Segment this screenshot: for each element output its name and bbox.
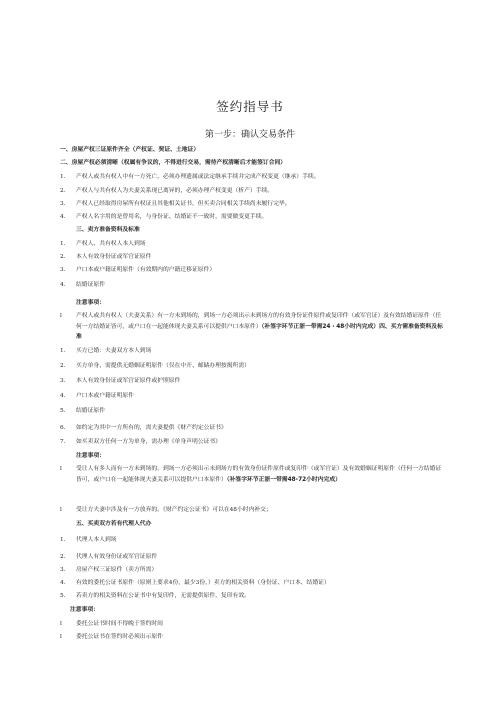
note-body: 受让人有多人而有一方未到场的，到场一方必须出示未到场方的有效身份证件原件或复印件（或军官证）及有效婚姻证明原件（任何一方结婚证皆可，或户口在一起能体现夫妻关系可以提供户口本原件） xyxy=(76,466,442,483)
item-number: 1. xyxy=(60,241,66,247)
section-heading-2: 二、房屋产权必须清晰（权属有争议的，不得进行交易，需待产权清晰后才能签订合同） xyxy=(60,160,287,166)
item-number: 3. xyxy=(60,567,66,573)
item-text: 房屋产权三证原件（卖方所需） xyxy=(76,567,158,573)
notes-label: 注意事项： xyxy=(70,607,99,613)
item-number: 2. xyxy=(60,363,66,369)
bullet: l xyxy=(60,466,62,472)
item-text: 产权人或共有权人中有一方死亡，必须办理遗属或法定继承手续并完成产权变更（继承）手续。 xyxy=(76,174,320,180)
notes-label: 注意事项： xyxy=(76,300,105,306)
section-heading-5: 五、买卖双方若有代理人代办 xyxy=(76,521,152,527)
bullet: l xyxy=(60,507,62,513)
item-text: 代理人有效身份证或军官证原件 xyxy=(76,554,158,560)
item-number: 3. xyxy=(60,378,66,384)
note-body: 产权人或共有权人（夫妻关系）有一方未到场的，到场一方必须出示未到场方的有效身份证件原件或复印件（或军官证）及有效结婚证原件（任何一方结婚证皆可，或户口在一起能体现夫妻关系可以提供户口本原件） xyxy=(76,313,442,330)
item-number: 2. xyxy=(60,188,66,194)
item-number: 4. xyxy=(60,214,66,220)
bullet: l xyxy=(60,313,62,319)
step-heading: 第一步：确认交易条件 xyxy=(204,130,295,140)
note-emphasis: （补签字环节正浙一带需24・48小时内完成）四、买方需准备资料及标准 xyxy=(76,323,443,340)
notes-label: 注意事项： xyxy=(76,453,105,459)
item-text: 如约定为其中一方所有的，需夫妻提供《财产约定公证书》 xyxy=(76,425,227,431)
note-text xyxy=(76,311,445,343)
item-text: 户口本或户籍证明原件（有效期内的户籍迁移证原件） xyxy=(76,267,216,273)
item-text: 委托公证书时间不得晚于签约时间 xyxy=(76,621,163,627)
item-number: 4. xyxy=(60,282,66,288)
item-text: 结婚证原件 xyxy=(76,282,105,288)
note-text xyxy=(76,464,445,485)
section-heading-3: 三、卖方准备资料及标准 xyxy=(76,227,140,233)
note-emphasis: （补签字环节正浙一带需48-72小时内完成） xyxy=(226,476,341,483)
item-text: 产权人、共有权人本人到场 xyxy=(76,241,146,247)
item-text: 代理人本人到场 xyxy=(76,537,117,543)
item-number: 1. xyxy=(60,174,66,180)
item-text: 买方单身，需提供无婚姻证明原件（仅在中开、邮储办理按揭所需） xyxy=(76,363,250,369)
item-text: 有效的委托公证书原件（原则上要求4份，最少3份，）卖方的相关资料（身份证、户口本、结婚证） xyxy=(76,580,330,586)
item-number: 1. xyxy=(60,348,66,354)
item-text: 产权人已经取得房屋所有权证且其他相关证书，但买卖合同相关手续尚未履行完毕。 xyxy=(76,201,291,207)
item-text: 户口本或户籍证明原件 xyxy=(76,393,134,399)
item-number: 3. xyxy=(60,267,66,273)
item-number: 7. xyxy=(60,439,66,445)
item-number: 5. xyxy=(60,408,66,414)
item-text: 买方已婚：夫妻双方本人到场 xyxy=(76,348,152,354)
note-text: 受让方夫妻中涉及有一方放弃的，《财产约定公证书》可以在48小时内补交； xyxy=(76,507,272,513)
item-number: 3. xyxy=(60,201,66,207)
item-text: 本人有效身份证或军官证原件 xyxy=(76,254,152,260)
document-title: 签约指导书 xyxy=(216,99,284,114)
item-number: 4. xyxy=(60,580,66,586)
note-paragraph xyxy=(60,464,445,498)
bullet: l xyxy=(60,621,62,627)
item-number: 4. xyxy=(60,393,66,399)
item-text: 如买卖双方任何一方为单身，需办理《单身声明公证书》 xyxy=(76,439,221,445)
item-number: 5. xyxy=(60,593,66,599)
item-text: 结婚证原件 xyxy=(76,408,105,414)
item-text: 委托公证书在签约时必须出示原件 xyxy=(76,634,163,640)
item-number: 2. xyxy=(60,554,66,560)
item-text: 若卖方的相关资料在公证书中有复印件，无需提供原件，复印有效。 xyxy=(76,593,250,599)
item-text: 产权人与共有权人为夫妻关系现已离异的，必须办理产权变更（析产）手续。 xyxy=(76,188,274,194)
section-heading-1: 一、房屋产权三证原件齐全（产权证、契证、土地证） xyxy=(60,147,200,153)
item-number: 6. xyxy=(60,425,66,431)
item-text: 产权人名字用的是曾用名，与身份证、结婚证不一致时，需要做变更手续。 xyxy=(76,214,268,220)
item-number: 2. xyxy=(60,254,66,260)
item-number: 1. xyxy=(60,537,66,543)
bullet: l xyxy=(60,634,62,640)
item-text: 本人有效身份证或军官证原件或护照原件 xyxy=(76,378,181,384)
